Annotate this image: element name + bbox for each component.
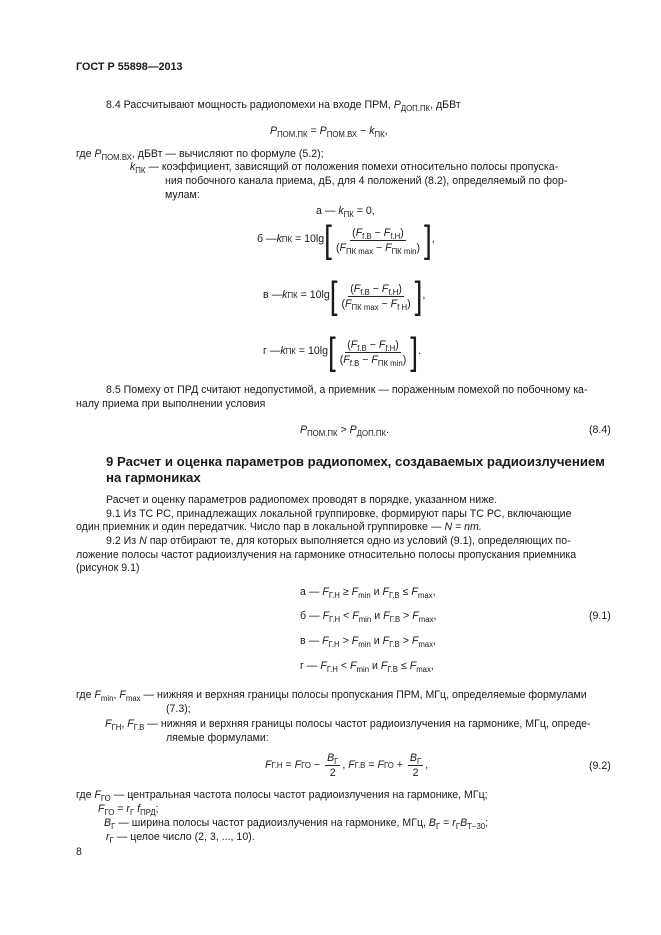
section-9-title-line2: на гармониках (106, 470, 201, 485)
definition-fgn-fgv: $F_{ГН}$, $F_{Г.В}$ — нижняя и верхняя границы полосы частот радиоизлучения на гармонике, МГц, опреде- (105, 718, 591, 732)
where-clause-2-cont1: ния побочного канала приема, дБ, для 4 положений (8.2), определяемый по фор- (165, 175, 568, 187)
formula-8-4: $P_{ПОМ.ПК} > P_{ДОП.ПК}$. (300, 424, 389, 438)
definition-rg: $r_Г$ — целое число (2, 3, ..., 10). (106, 831, 255, 845)
definition-fmin-fmax: где $F_{min}$, $F_{max}$ — нижняя и верхняя границы полосы пропускания ПРМ, МГц, определяемые формулами (76, 689, 587, 703)
paragraph-8-5-line2: налу приема при выполнении условия (76, 398, 266, 410)
where-clause-2-cont2: мулам: (165, 189, 200, 201)
case-a-formula: а — $k_{ПК} = 0$, (316, 205, 375, 219)
section-9-intro: Расчет и оценку параметров радиопомех проводят в порядке, указанном ниже. (106, 494, 498, 506)
paragraph-8-4: 8.4 Рассчитывают мощность радиопомехи на входе ПРМ, $P_{ДОП.ПК}$, дБВт (106, 99, 461, 113)
condition-a: а — $F_{Г.Н} \ge F_{min}$ и $F_{Г.В} \le F_{max}$, (300, 586, 436, 600)
case-v-formula: в — k ПК = 10lg [ $\frac{(F_{f.B} - F_{f.H})}{(F_{ПК max} - F_{f H})}$ ] , (263, 274, 426, 317)
paragraph-9-1-line1: 9.1 Из ТС РС, принадлежащих локальной группировке, формируют пары ТС РС, включающие (106, 508, 572, 520)
formula-9-2: F Г.Н = F ГО − $\frac{B_Г}{2}$ , F Г.В = F ГО + $\frac{B_Г}{2}$ , (265, 752, 429, 779)
definition-fgo: где $F_{ГО}$ — центральная частота полосы частот радиоизлучения на гармонике, МГц; (76, 789, 488, 803)
condition-g: г — $F_{Г.Н} < F_{min}$ и $F_{Г.В} \le F_{max}$, (300, 660, 434, 674)
case-g-formula: г — k ПК = 10lg [ $\frac{(F_{f.B} - F_{f.H})}{(F_{f.B} - F_{ПК min})}$ ] . (263, 330, 422, 373)
formula-9-1-number: (9.1) (589, 610, 611, 622)
where-clause-1: где $P_{ПОМ.ВХ}$, дБВт — вычисляют по формуле (5.2); (76, 148, 324, 162)
paragraph-9-1-line2: один приемник и один передатчик. Число пар в локальной группировке — N = nm. (76, 521, 482, 533)
definition-fgo-formula: $F_{ГО} = r_Г$ $f_{ПРД}$; (98, 803, 159, 817)
page-number: 8 (76, 846, 82, 858)
document-header: ГОСТ Р 55898—2013 (76, 61, 183, 73)
formula-8-4-number: (8.4) (589, 424, 611, 436)
condition-b: б — $F_{Г.Н} < F_{min}$ и $F_{Г.В} > F_{max}$, (300, 610, 437, 624)
paragraph-9-2-line3: (рисунок 9.1) (76, 562, 140, 574)
where-clause-2: $k_{ПК}$ — коэффициент, зависящий от положения помехи относительно полосы пропуска- (130, 161, 559, 175)
paragraph-9-2-line2: ложение полосы частот радиоизлучения на гармонике относительно полосы пропускания приемника (76, 549, 577, 561)
section-9-title-line1: 9 Расчет и оценка параметров радиопомех, создаваемых радиоизлучением (106, 454, 605, 469)
definition-bg: $B_Г$ — ширина полосы частот радиоизлучения на гармонике, МГц, $B_Г = r_ГB_{T-30}$; (104, 817, 489, 831)
definition-fgn-fgv-cont: ляемые формулами: (166, 732, 269, 744)
condition-v: в — $F_{Г.Н} > F_{min}$ и $F_{Г.В} > F_{max}$, (300, 635, 436, 649)
formula-8-3: $P_{ПОМ.ПК} = P_{ПОМ.ВХ} - k_{ПК}$, (270, 125, 388, 139)
paragraph-8-5-line1: 8.5 Помеху от ПРД считают недопустимой, а приемник — пораженным помехой по побочному ка- (106, 384, 588, 396)
paragraph-9-2-line1: 9.2 Из N пар отбирают те, для которых выполняется одно из условий (9.1), определяющих по- (106, 535, 571, 547)
definition-fmin-fmax-cont: (7.3); (166, 703, 191, 715)
formula-9-2-number: (9.2) (589, 760, 611, 772)
case-b-formula: б — k ПК = 10lg [ $\frac{(F_{f.B} - F_{f.H})}{(F_{ПК max} - F_{ПК min})}$ ] , (257, 218, 435, 261)
